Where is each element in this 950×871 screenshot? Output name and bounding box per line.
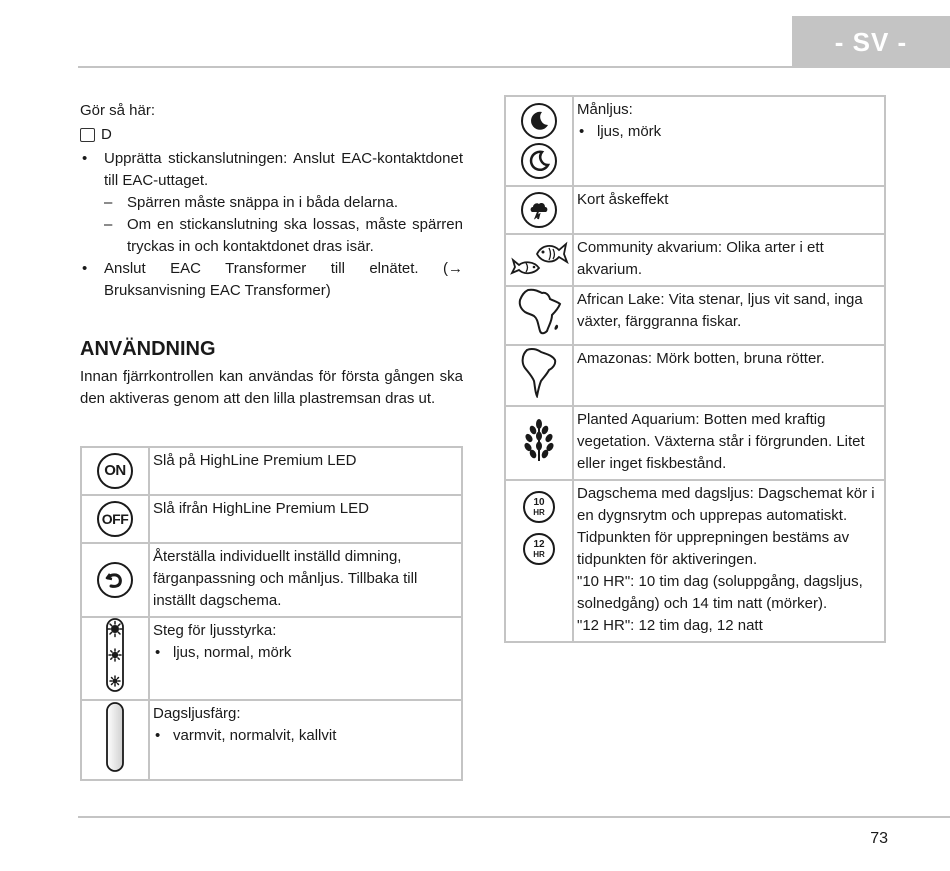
off-button-icon: [97, 501, 133, 537]
row-text: Dagschema med dagsljus: Dagschemat kör i en dygnsrytm och upprepas automatiskt. Tidpunkten för upprepningen bestäms av tidpunkten för aktiveringen.: [577, 485, 875, 568]
table-row: [81, 617, 462, 700]
text-cell: [149, 617, 462, 700]
fish-icon: [509, 236, 569, 285]
icon-cell: [81, 617, 149, 700]
icon-cell: [81, 447, 149, 495]
icon-cell: [505, 345, 573, 406]
sub-item: – Om en stickanslutning ska lossas, måste spärren tryckas in och kontaktdonet dras isär.: [104, 214, 463, 258]
row-text: Steg för ljusstyrka:: [153, 622, 277, 639]
moon-icon: [506, 103, 572, 179]
instruction-list: [80, 148, 463, 302]
table-row: [505, 186, 885, 234]
brightness-steps-icon: [105, 618, 125, 699]
text-cell: [149, 700, 462, 780]
checkbox-icon: [80, 128, 95, 142]
hr-buttons-icon: [506, 491, 572, 565]
text-cell: Slå på HighLine Premium LED: [149, 447, 462, 495]
table-row: [505, 286, 885, 345]
section-title: ANVÄNDNING: [80, 338, 216, 360]
sub-list: [104, 192, 463, 258]
table-row: [505, 480, 885, 642]
table-row: [81, 543, 462, 617]
table-row: [81, 447, 462, 495]
hr-number: 10: [533, 496, 545, 508]
row-text: Månljus:: [577, 101, 633, 118]
row-bullet: • ljus, normal, mörk: [153, 642, 458, 664]
text-cell: Återställa individuellt inställd dimning, färganpassning och månljus. Tillbaka till inställt dagschema.: [149, 543, 462, 617]
icon-cell: [81, 495, 149, 543]
row-line: "10 HR": 10 tim dag (soluppgång, dagsljus, solnedgång) och 14 tim natt (mörker).: [577, 573, 863, 612]
text-cell: [573, 96, 885, 186]
remote-buttons-table: [80, 446, 463, 781]
text-cell: Slå ifrån HighLine Premium LED: [149, 495, 462, 543]
row-bullet: • varmvit, normalvit, kallvit: [153, 725, 458, 747]
checkbox-line: [80, 124, 463, 146]
page-number: 73: [870, 830, 888, 847]
hr-unit: HR: [533, 549, 545, 559]
table-row: [505, 345, 885, 406]
text-cell: Amazonas: Mörk botten, bruna rötter.: [573, 345, 885, 406]
text-cell: Kort åskeffekt: [573, 186, 885, 234]
cloud-lightning-icon: [521, 192, 557, 228]
table-row: [505, 234, 885, 286]
header-rule: [78, 66, 950, 68]
icon-cell: [505, 96, 573, 186]
language-tab: - SV -: [792, 16, 950, 68]
12hr-button-icon: [523, 533, 555, 565]
icon-cell: [505, 234, 573, 286]
on-label: ON: [104, 462, 126, 479]
africa-map-icon: [516, 287, 562, 344]
text-cell: African Lake: Vita stenar, ljus vit sand, inga växter, färggranna fiskar.: [573, 286, 885, 345]
row-text: Dagsljusfärg:: [153, 705, 241, 722]
icon-cell: [81, 543, 149, 617]
text-cell: [573, 480, 885, 642]
south-america-map-icon: [519, 346, 559, 405]
icon-cell: [505, 286, 573, 345]
off-label: OFF: [101, 511, 129, 527]
moon-bright-icon: [521, 103, 557, 139]
usage-text: Innan fjärrkontrollen kan användas för första gången ska den aktiveras genom att den lilla plastremsan dras ut.: [80, 368, 463, 407]
table-row: [505, 406, 885, 480]
row-bullet: • ljus, mörk: [577, 121, 881, 143]
list-item: [80, 258, 463, 302]
icon-cell: [505, 186, 573, 234]
bullet-text: Upprätta stickanslutningen: Anslut EAC-kontaktdonet till EAC-uttaget.: [104, 150, 463, 189]
icon-cell: [81, 700, 149, 780]
mode-buttons-table: [504, 95, 886, 643]
table-row: [81, 700, 462, 780]
icon-cell: [505, 480, 573, 642]
icon-cell: [505, 406, 573, 480]
text-cell: Planted Aquarium: Botten med kraftig vegetation. Växterna står i förgrunden. Litet eller inget fiskbestånd.: [573, 406, 885, 480]
footer-rule: [78, 816, 950, 818]
row-line: "12 HR": 12 tim dag, 12 natt: [577, 617, 763, 634]
10hr-button-icon: [523, 491, 555, 523]
bullet-text: Anslut EAC Transformer till elnätet. (→ Bruksanvisning EAC Transformer): [104, 260, 463, 299]
on-button-icon: [97, 453, 133, 489]
hr-unit: HR: [533, 507, 545, 517]
table-row: [505, 96, 885, 186]
color-slider-icon: [105, 702, 125, 779]
sub-item: – Spärren måste snäppa in i båda delarna.: [104, 192, 463, 214]
left-column: [80, 100, 463, 410]
moon-dark-icon: [521, 143, 557, 179]
reset-arrow-icon: [97, 562, 133, 598]
instructions-title: Gör så här:: [80, 102, 156, 119]
checkbox-label: D: [101, 126, 112, 143]
plant-icon: [522, 418, 556, 469]
text-cell: Community akvarium: Olika arter i ett akvarium.: [573, 234, 885, 286]
hr-number: 12: [533, 538, 545, 550]
table-row: [81, 495, 462, 543]
list-item: [80, 148, 463, 258]
